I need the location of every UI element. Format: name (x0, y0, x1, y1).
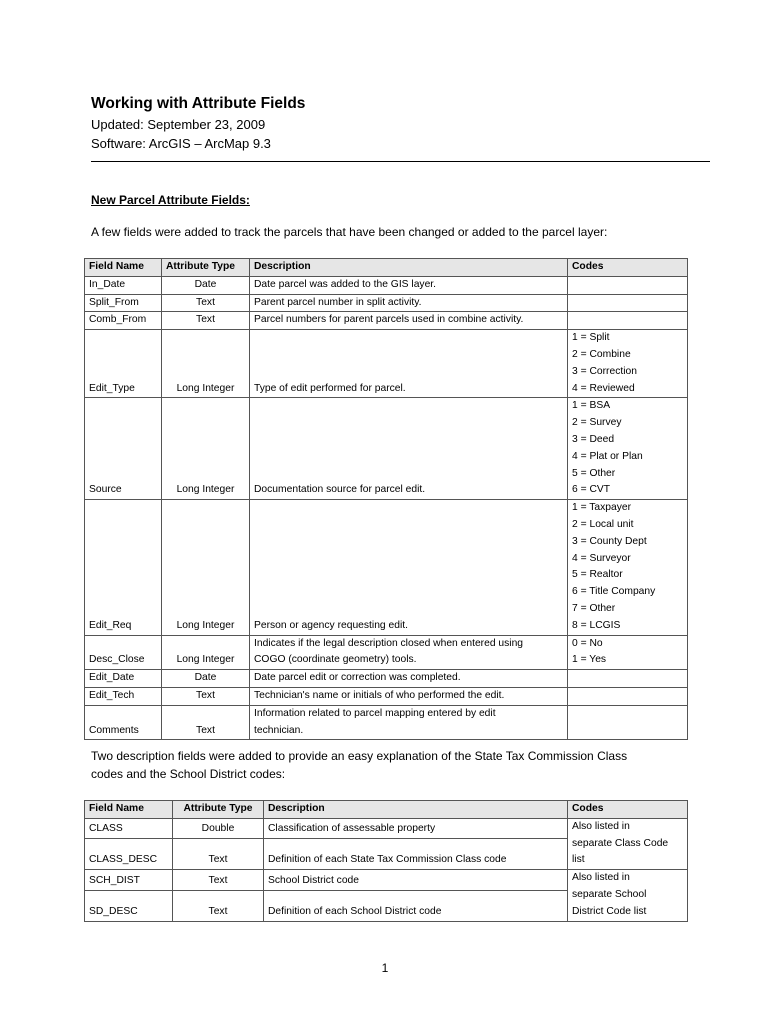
code-line: 6 = CVT (572, 484, 611, 496)
attribute-type-cell: Double (173, 818, 264, 838)
attribute-type-cell: Long Integer (162, 398, 250, 500)
table-row (85, 312, 688, 330)
attribute-type-cell: Date (162, 670, 250, 688)
code-line: 4 = Surveyor (572, 552, 631, 564)
attribute-type-cell: Date (162, 276, 250, 294)
description-cell (250, 635, 568, 670)
document-title: Working with Attribute Fields (91, 95, 306, 112)
description-cell (250, 705, 568, 740)
codes-cell-class (568, 818, 688, 869)
codes-cell (568, 276, 688, 294)
description-cell (250, 276, 568, 294)
field-name-cell: CLASS (85, 818, 173, 838)
software-version: Software: ArcGIS – ArcMap 9.3 (91, 136, 271, 151)
description-line: COGO (coordinate geometry) tools. (254, 654, 417, 666)
code-line: 3 = County Dept (572, 535, 647, 547)
code-line: 3 = Deed (572, 433, 615, 445)
description-cell (250, 687, 568, 705)
description-cell: Definition of each School District code (264, 890, 568, 921)
code-line: 0 = No (572, 637, 603, 649)
codes-cell (568, 687, 688, 705)
field-name-cell: Edit_Date (85, 670, 162, 688)
code-line: separate Class Code (572, 837, 669, 849)
description-line: Parent parcel number in split activity. (254, 296, 422, 308)
parcel-attribute-table (84, 258, 688, 740)
code-line: 6 = Title Company (572, 586, 656, 598)
field-name-cell: Source (85, 398, 162, 500)
codes-cell (568, 312, 688, 330)
table-body (85, 276, 688, 740)
codes-cell (568, 635, 688, 670)
codes-cell (568, 670, 688, 688)
description-cell (250, 500, 568, 635)
code-line: 1 = Split (572, 332, 610, 344)
field-name-cell: CLASS_DESC (85, 839, 173, 870)
attribute-type-cell: Text (173, 839, 264, 870)
column-header-field-name: Field Name (85, 259, 162, 277)
second-paragraph-line-1: Two description fields were added to provide an easy explanation of the State Tax Commission Class (91, 749, 628, 763)
table-row (85, 635, 688, 670)
page-number: 1 (381, 961, 389, 975)
horizontal-rule (91, 161, 710, 162)
code-line: 1 = BSA (572, 400, 611, 412)
attribute-type-cell: Long Integer (162, 635, 250, 670)
updated-date: Updated: September 23, 2009 (91, 117, 266, 132)
code-line: separate School (572, 888, 647, 900)
column-header-attribute-type: Attribute Type (173, 801, 264, 819)
field-name-cell: SD_DESC (85, 890, 173, 921)
code-line: 5 = Other (572, 467, 616, 479)
description-line: Information related to parcel mapping entered by edit (254, 707, 496, 719)
column-header-codes: Codes (568, 259, 688, 277)
table-row (85, 818, 688, 838)
table-header-row (85, 259, 688, 277)
codes-cell (568, 500, 688, 635)
attribute-type-cell: Text (162, 687, 250, 705)
description-cell: School District code (264, 870, 568, 890)
code-line: 5 = Realtor (572, 569, 623, 581)
intro-paragraph: A few fields were added to track the parcels that have been changed or added to the parcel layer: (91, 225, 608, 239)
description-line: Person or agency requesting edit. (254, 619, 408, 631)
codes-cell (568, 398, 688, 500)
column-header-field-name: Field Name (85, 801, 173, 819)
table-row (85, 398, 688, 500)
code-line: list (572, 854, 585, 866)
codes-cell (568, 294, 688, 312)
field-name-cell: Comments (85, 705, 162, 740)
code-line: 2 = Survey (572, 417, 622, 429)
code-line: 2 = Local unit (572, 518, 634, 530)
description-line: Documentation source for parcel edit. (254, 484, 426, 496)
description-line: technician. (254, 724, 304, 736)
table-row (85, 330, 688, 398)
description-cell (250, 330, 568, 398)
table-header-row (85, 801, 688, 819)
attribute-type-cell: Long Integer (162, 500, 250, 635)
column-header-attribute-type: Attribute Type (162, 259, 250, 277)
section-heading: New Parcel Attribute Fields: (91, 193, 250, 207)
codes-cell-school (568, 870, 688, 921)
codes-cell (568, 330, 688, 398)
attribute-type-cell: Text (173, 890, 264, 921)
code-line: 2 = Combine (572, 348, 631, 360)
code-line: 1 = Taxpayer (572, 502, 632, 514)
field-name-cell: Edit_Req (85, 500, 162, 635)
table-row (85, 670, 688, 688)
code-line: 3 = Correction (572, 365, 637, 377)
attribute-type-cell: Text (162, 312, 250, 330)
code-line: District Code list (572, 905, 647, 917)
description-line: Indicates if the legal description closed when entered using (254, 637, 524, 649)
description-field-table (84, 800, 688, 922)
table-row (85, 294, 688, 312)
second-paragraph-line-2: codes and the School District codes: (91, 767, 286, 781)
description-line: Date parcel edit or correction was completed. (254, 672, 461, 684)
code-line: 8 = LCGIS (572, 619, 621, 631)
field-name-cell: Desc_Close (85, 635, 162, 670)
code-line: 4 = Plat or Plan (572, 450, 643, 462)
description-cell: Definition of each State Tax Commission Class code (264, 839, 568, 870)
field-name-cell: Split_From (85, 294, 162, 312)
code-line: Also listed in (572, 872, 630, 884)
attribute-type-cell: Text (162, 705, 250, 740)
description-line: Type of edit performed for parcel. (254, 382, 406, 394)
attribute-type-cell: Text (162, 294, 250, 312)
description-cell (250, 398, 568, 500)
table-row (85, 687, 688, 705)
description-line: Technician's name or initials of who performed the edit. (254, 689, 505, 701)
codes-cell (568, 705, 688, 740)
column-header-description: Description (264, 801, 568, 819)
code-line: 1 = Yes (572, 654, 607, 666)
code-line: Also listed in (572, 820, 630, 832)
column-header-description: Description (250, 259, 568, 277)
field-name-cell: Edit_Tech (85, 687, 162, 705)
description-cell (250, 294, 568, 312)
description-cell (250, 670, 568, 688)
code-line: 4 = Reviewed (572, 382, 635, 394)
second-paragraph (91, 747, 680, 783)
table-row (85, 705, 688, 740)
field-name-cell: In_Date (85, 276, 162, 294)
attribute-type-cell: Long Integer (162, 330, 250, 398)
table-row (85, 500, 688, 635)
table-row (85, 276, 688, 294)
code-line: 7 = Other (572, 602, 616, 614)
description-cell: Classification of assessable property (264, 818, 568, 838)
field-name-cell: Comb_From (85, 312, 162, 330)
table-row (85, 870, 688, 890)
description-cell (250, 312, 568, 330)
field-name-cell: SCH_DIST (85, 870, 173, 890)
description-line: Date parcel was added to the GIS layer. (254, 278, 437, 290)
field-name-cell: Edit_Type (85, 330, 162, 398)
attribute-type-cell: Text (173, 870, 264, 890)
description-line: Parcel numbers for parent parcels used in combine activity. (254, 314, 524, 326)
table-body (85, 818, 688, 921)
column-header-codes: Codes (568, 801, 688, 819)
